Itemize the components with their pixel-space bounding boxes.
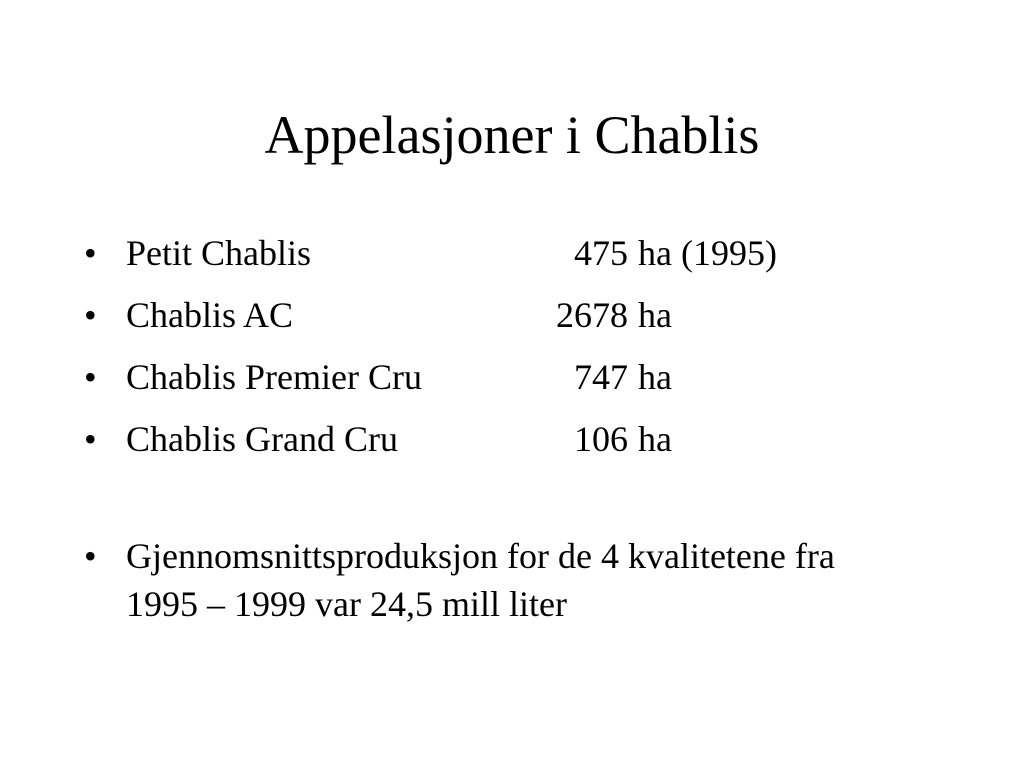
appellation-list (84, 222, 964, 470)
area-number: 106 (574, 419, 628, 459)
area-number: 2678 (556, 295, 628, 335)
bullet-icon: • (84, 419, 97, 459)
production-note-text: Gjennomsnittsproduksjon for de 4 kvalitetene fra 1995 – 1999 var 24,5 mill liter (126, 536, 835, 624)
list-item (84, 222, 964, 284)
appellation-area (528, 222, 828, 284)
appellation-area (528, 408, 828, 470)
appellation-area (528, 284, 828, 346)
bullet-icon: • (84, 233, 97, 273)
list-item (84, 408, 964, 470)
bullet-icon: • (84, 536, 97, 576)
appellation-name: Chablis AC (126, 295, 294, 335)
bullet-icon: • (84, 295, 97, 335)
list-item (84, 284, 964, 346)
area-unit: ha (638, 419, 672, 459)
appellation-name: Chablis Premier Cru (126, 357, 422, 397)
area-number: 747 (574, 357, 628, 397)
area-unit: ha (638, 357, 672, 397)
appellation-area (528, 346, 828, 408)
area-number: 475 (574, 233, 628, 273)
bullet-icon: • (84, 357, 97, 397)
slide-title: Appelasjoner i Chablis (264, 105, 760, 165)
production-note (84, 532, 904, 628)
appellation-name: Petit Chablis (126, 233, 312, 273)
area-unit: ha (638, 295, 672, 335)
appellation-name: Chablis Grand Cru (126, 419, 398, 459)
list-item (84, 346, 964, 408)
area-unit: ha (1995) (638, 233, 777, 273)
